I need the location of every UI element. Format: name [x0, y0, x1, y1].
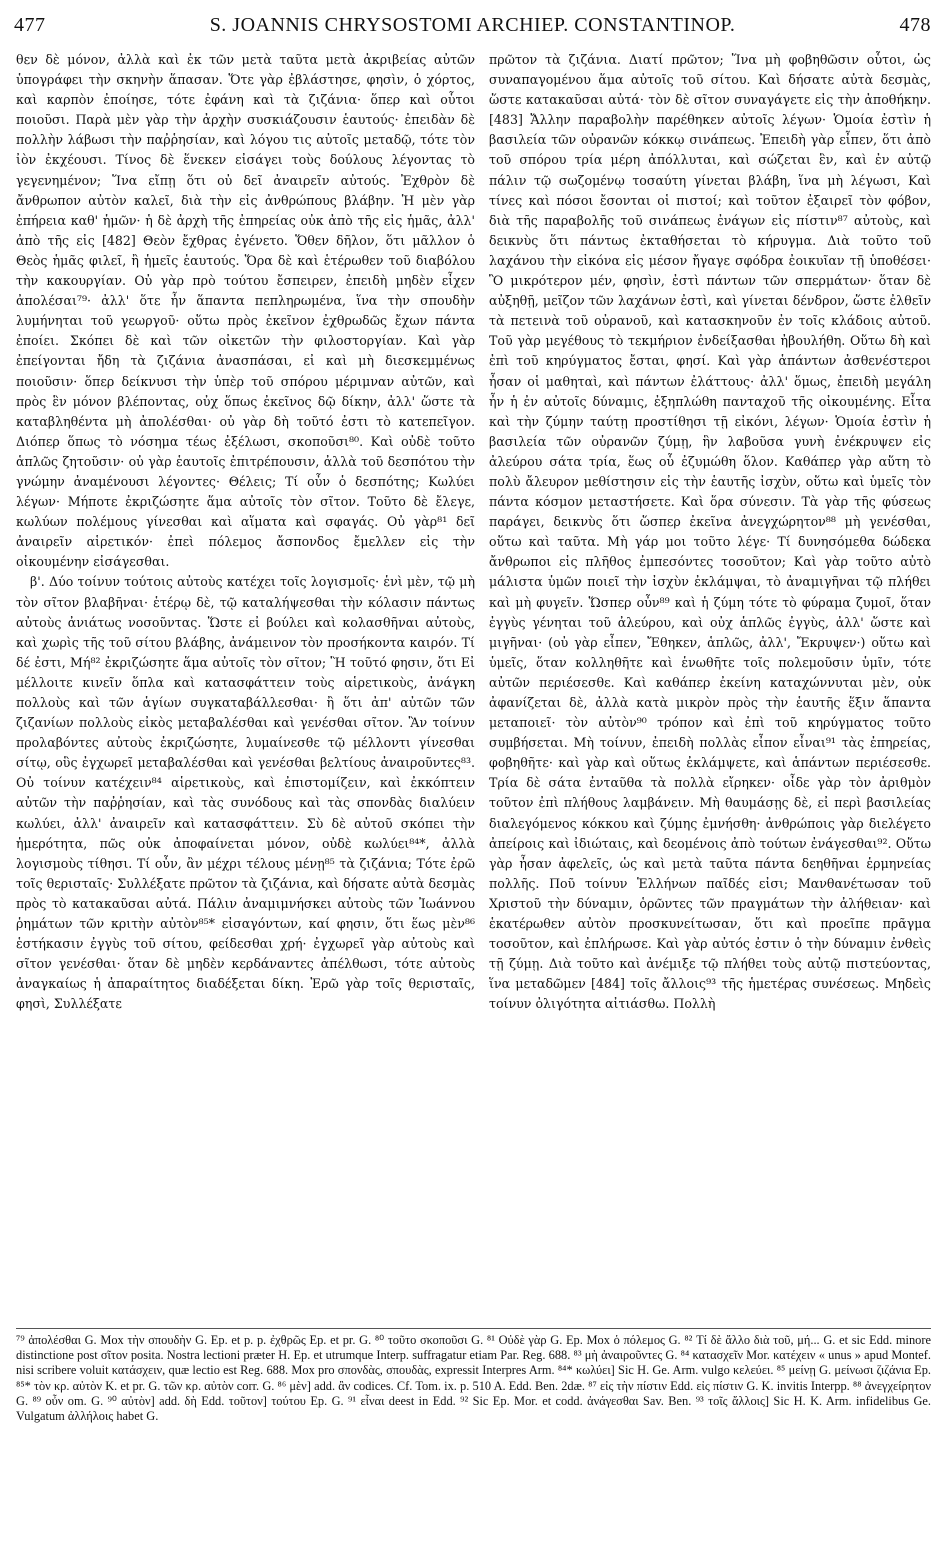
page-number-left: 477 — [14, 14, 46, 36]
right-column — [489, 50, 931, 1320]
running-title: S. JOANNIS CHRYSOSTOMI ARCHIEP. CONSTANTINOP. — [209, 14, 736, 36]
footnotes — [16, 1328, 931, 1541]
footnotes-text: ⁷⁹ ἀπολέσθαι G. Mox τὴν σπουδὴν G. Ep. et p. p. ἐχθρῶς Ep. et pr. G. ⁸⁰ τοῦτο σκοποῦσι G. ⁸¹ Οὐδὲ γὰρ G. Ep. Mox ὁ πόλεμος G. ⁸² Τί δὲ ἄλλο διὰ τοῦ, μή... G. et sic Edd. minore distinctione post σῖτον posita. Nostra lectioni præter H. Ep. et utrumque Interp. suffragatur etiam Par. Reg. 688. ⁸³ μὴ ἀναιροῦντες G. ⁸⁴ κατασχεῖν Mor. κατέχειν « unus » apud Montef. nisi scribere voluit κατάσχειν, quæ lectio est Reg. 688. Mox pro σπονδὰς, σπουδὰς, expressit Interpres Arm. ⁸⁴* κωλύει] Sic H. Ge. Arm. vulgo κελεύει. ⁸⁵ μείνῃ G. μείνωσι ζιζάνια Ep. ⁸⁵* τὸν κρ. αὐτὸν K. et pr. G. τῶν κρ. αὐτὸν corr. G. ⁸⁶ μὲν] add. ἂν codices. Cf. Tom. ix. p. 510 A. Edd. Ben. 2dæ. ⁸⁷ εἰς τὴν πίστιν Edd. εἰς πίστιν G. K. invitis Interpp. ⁸⁸ ἀνεγχείρητον G. ⁸⁹ οὖν om. G. ⁹⁰ αὐτὸν] add. δὴ Edd. τοῦτον] τούτου Ep. G. ⁹¹ εἶναι deest in Edd. ⁹² Sic Ep. Mor. et codd. ἀνάγεσθαι Sav. Ben. ⁹³ τοῖς ἄλλοις] Sic H. K. Arm. infidelibus Ge. Vulgatum ἀλλήλοις habet G. — [16, 1333, 931, 1424]
right-paragraph-1: πρῶτον τὰ ζιζάνια. Διατί πρῶτον; Ἵνα μὴ φοβηθῶσιν οὗτοι, ὡς συναπαγομένου ἅμα αὐτοῖς τοῦ σίτου. Καὶ δήσατε αὐτὰ δεσμὰς, ὥστε κατακαῦσαι αὐτά· τὸν δὲ σῖτον συναγάγετε εἰς τὴν ἀποθήκην. [483] Ἄλλην παραβολὴν παρέθηκεν αὐτοῖς λέγων· Ὁμοία ἐστὶν ἡ βασιλεία τῶν οὐρανῶν κόκκῳ σινάπεως. Ἐπειδὴ γὰρ εἶπεν, ὅτι ἀπὸ τοῦ σπόρου τρία μέρη ἀπόλλυται, καὶ σώζεται ἓν, καὶ ἐν αὐτῷ πάλιν τῷ σωζομένῳ τοσαύτη γίνεται βλάβη, ἵνα μὴ λέγωσι, Καὶ τίνες καὶ πόσοι ἔσονται οἱ πιστοί; καὶ τοῦτον ἐξαιρεῖ τὸν φόβον, διὰ τῆς παραβολῆς τοῦ σινάπεως ἐνάγων εἰς πίστιν⁸⁷ αὐτοὺς, καὶ δεικνὺς ὅτι πάντως ἐκταθήσεται τὸ κήρυγμα. Διὰ τοῦτο τοῦ λαχάνου τὴν εἰκόνα εἰς μέσον ἤγαγε σφόδρα ἐοικυῖαν τῇ ὑποθέσει· Ὃ μικρότερον μέν, φησὶν, ἐστὶ πάντων τῶν σπερμάτων· ὅταν δὲ αὐξηθῇ, μεῖζον τῶν λαχάνων ἐστὶ, καὶ γίνεται δένδρον, ὥστε ἐλθεῖν τὰ πετεινὰ τοῦ οὐρανοῦ, καὶ κατασκηνοῦν ἐν τοῖς κλάδοις αὐτοῦ. Τοῦ γὰρ μεγέθους τὸ τεκμήριον ἐνδείξασθαι ἠβουλήθη. Οὕτω δὴ καὶ ἐπὶ τοῦ κηρύγματος ἔσται, φησί. Καὶ γὰρ ἁπάντων ἀσθενέστεροι ἦσαν οἱ μαθηταὶ, καὶ πάντων ἐλάττους· ἀλλ' ὅμως, ἐπειδὴ μεγάλη ἦν ἡ ἐν αὐτοῖς δύναμις, ἐξηπλώθη πανταχοῦ τῆς οἰκουμένης. Εἶτα καὶ τὴν ζύμην ταύτῃ προστίθησι τῇ εἰκόνι, λέγων· Ὁμοία ἐστὶν ἡ βασιλεία τῶν οὐρανῶν ζύμῃ, ἣν λαβοῦσα γυνὴ ἐνέκρυψεν εἰς ἀλεύρου σάτα τρία, ἕως οὗ ἐζυμώθη ὅλον. Καθάπερ γὰρ αὕτη τὸ πολὺ ἄλευρον μεθίστησιν εἰς τὴν ἑαυτῆς ἰσχὺν, οὕτω καὶ ὑμεῖς τὸν πάντα κόσμον μεταστήσετε. Καὶ ὅρα σύνεσιν. Τὰ γὰρ τῆς φύσεως παράγει, δεικνὺς ὅτι ὥσπερ ἐκεῖνα ἀνεγχώρητον⁸⁸ μὴ γενέσθαι, οὕτω καὶ ταῦτα. Μὴ γάρ μοι τοῦτο λέγε· Τί δυνησόμεθα δώδεκα ἄνθρωποι εἰς πλῆθος ἐμπεσόντες τοσοῦτον; Καὶ γὰρ τοῦτο αὐτὸ μάλιστα ὑμῶν ποιεῖ τὴν ἰσχὺν ἐκλάμψαι, τὸ ἀναμιγῆναι τῷ πλήθει καὶ μὴ φυγεῖν. Ὥσπερ οὖν⁸⁹ καὶ ἡ ζύμη τότε τὸ φύραμα ζυμοῖ, ὅταν ἐγγὺς γένηται τοῦ ἀλεύρου, καὶ οὐχ ἁπλῶς ἐγγὺς, ἀλλ' ὥστε καὶ μιγῆναι· (οὐ γὰρ εἶπεν, Ἔθηκεν, ἁπλῶς, ἀλλ', Ἔκρυψεν·) οὕτω καὶ ὑμεῖς, ὅταν κολληθῆτε καὶ ἑνωθῆτε τοῖς πολεμοῦσιν ὑμῖν, τότε αὐτῶν περιέσεσθε. Καὶ καθάπερ ἐκείνη καταχώννυται μὲν, οὐκ ἀφανίζεται δὲ, ἀλλὰ κατὰ μικρὸν πρὸς τὴν ἑαυτῆς ἕξιν ἅπαντα μεταποιεῖ· τὸν αὐτὸν⁹⁰ τρόπον καὶ ἐπὶ τοῦ κηρύγματος τοῦτο συμβήσεται. Μὴ τοίνυν, ἐπειδὴ πολλὰς εἶπον εἶναι⁹¹ τὰς ἐπηρείας, φοβηθῆτε· καὶ γὰρ καὶ οὕτως ἐκλάμψετε, καὶ ἁπάντων περιέσεσθε. Τρία δὲ σάτα ἐνταῦθα τὰ πολλὰ εἴρηκεν· οἶδε γὰρ τὸν ἀριθμὸν τοῦτον ἐπὶ πλήθους λαμβάνειν. Μὴ θαυμάσῃς δὲ, εἰ περὶ βασιλείας διαλεγόμενος κόκκου καὶ ζύμης ἐμνήσθη· ἀνθρώποις γὰρ διελέγετο ἀπείροις καὶ ἰδιώταις, καὶ δεομένοις ἀπὸ τούτων ἐνάγεσθαι⁹². Οὕτω γὰρ ἦσαν ἀφελεῖς, ὡς καὶ μετὰ ταῦτα πάντα δεηθῆναι ἑρμηνείας πολλῆς. Ποῦ τοίνυν Ἑλλήνων παῖδές εἰσι; Μανθανέτωσαν τοῦ Χριστοῦ τὴν δύναμιν, ὁρῶντες τῶν πραγμάτων τὴν ἀλήθειαν· καὶ ἑκατέρωθεν αὐτὸν προσκυνείτωσαν, ὅτι καὶ προεῖπε πρᾶγμα τοσοῦτον, καὶ ἐπλήρωσε. Καὶ γὰρ αὐτός ἐστιν ὁ τὴν δύναμιν ἐνθεὶς τῇ ζύμῃ. Διὰ τοῦτο καὶ ἀνέμιξε τῷ πλήθει τοὺς αὐτῷ πιστεύοντας, ἵνα μεταδῶμεν [484] τοῖς ἄλλοις⁹³ τῆς ἡμετέρας συνέσεως. Μηδεὶς τοίνυν ὀλιγότητα αἰτιάσθω. Πολλὴ — [489, 52, 931, 1012]
left-column — [16, 50, 475, 1320]
running-header — [14, 14, 931, 44]
page-number-right: 478 — [899, 14, 931, 36]
left-paragraph-1: θεν δὲ μόνον, ἀλλὰ καὶ ἐκ τῶν μετὰ ταῦτα μετὰ ἀκριβείας αὐτῶν ὑπογράφει τὴν σκηνὴν ἅπασαν. Ὅτε γὰρ ἐβλάστησε, φησὶν, ὁ χόρτος, καὶ καρπὸν ἐποίησε, τότε ἐφάνη καὶ τὰ ζιζάνια· ὅπερ καὶ οὗτοι ποιοῦσι. Παρὰ μὲν γὰρ τὴν ἀρχὴν συσκιάζουσιν ἑαυτούς· ἐπειδὰν δὲ πολλὴν λάβωσι τὴν παῤῥησίαν, καὶ λόγου τις αὐτοῖς μεταδῷ, τότε τὸν ἰὸν ἐκχέουσι. Τίνος δὲ ἕνεκεν εἰσάγει τοὺς δούλους λέγοντας τὸ γεγενημένον; Ἵνα εἴπῃ ὅτι οὐ δεῖ ἀναιρεῖν αὐτούς. Ἐχθρὸν δὲ ἄνθρωπον αὐτὸν καλεῖ, διὰ τὴν εἰς ἀνθρώπους βλάβην. Ἡ μὲν γὰρ ἐπήρεια καθ' ἡμῶν· ἡ δὲ ἀρχὴ τῆς ἐπηρείας οὐκ ἀπὸ τῆς εἰς ἡμᾶς, ἀλλ' ἀπὸ τῆς εἰς [482] Θεὸν ἔχθρας ἐγένετο. Ὅθεν δῆλον, ὅτι μᾶλλον ὁ Θεὸς ἡμᾶς φιλεῖ, ἢ ἡμεῖς ἑαυτούς. Ὅρα δὲ καὶ ἑτέρωθεν τοῦ διαβόλου τὴν κακουργίαν. Οὐ γὰρ πρὸ τούτου ἔσπειρεν, ἐπειδὴ μηδὲν εἶχεν ἀπολέσαι⁷⁹· ἀλλ' ὅτε ἦν ἅπαντα πεπληρωμένα, ἵνα τὴν σπουδὴν λυμήνηται τοῦ γεωργοῦ· οὕτω πρὸς ἐκεῖνον ἐχθρωδῶς ἔχων πάντα ἐποίει. Σκόπει δὲ καὶ τῶν οἰκετῶν τὴν φιλοστοργίαν. Καὶ γὰρ ἐπείγονται ἤδη τὰ ζιζάνια ἀνασπάσαι, εἰ καὶ μὴ διεσκεμμένως ποιοῦσιν· ὅπερ δείκνυσι τὴν ὑπὲρ τοῦ σπόρου μέριμναν αὐτῶν, καὶ πρὸς ἓν μόνον βλέποντας, οὐχ ὅπως ἐκεῖνος δῷ δίκην, ἀλλ' ὥστε τὰ καταβληθέντα μὴ ἀπολέσθαι· οὐ γὰρ δὴ τοῦτό ἐστι τὸ κατεπεῖγον. Διόπερ ὅπως τὸ νόσημα τέως ἐξέλωσι, σκοποῦσι⁸⁰. Καὶ οὐδὲ τοῦτο ἁπλῶς ζητοῦσιν· οὐ γὰρ ἑαυτοῖς ἐπιτρέπουσιν, ἀλλὰ τοῦ δεσπότου τὴν γνώμην ἀναμένουσι λέγοντες· Θέλεις; Τί οὖν ὁ δεσπότης; Κωλύει λέγων· Μήποτε ἐκριζώσητε ἅμα αὐτοῖς τὸν σῖτον. Τοῦτο δὲ ἔλεγε, κωλύων πολέμους γίνεσθαι καὶ αἵματα καὶ σφαγάς. Οὐ γὰρ⁸¹ δεῖ ἀναιρεῖν αἱρετικόν· ἐπεὶ πόλεμος ἄσπονδος ἔμελλεν εἰς τὴν οἰκουμένην εἰσάγεσθαι. — [16, 52, 475, 570]
left-paragraph-2: β'. Δύο τοίνυν τούτοις αὐτοὺς κατέχει τοῖς λογισμοῖς· ἑνὶ μὲν, τῷ μὴ τὸν σῖτον βλαβῆναι· ἑτέρῳ δὲ, τῷ καταλήψεσθαι τὴν κόλασιν πάντως αὐτοὺς ἀνιάτως νοσοῦντας. Ὥστε εἰ βούλει καὶ κολασθῆναι αὐτοὺς, καὶ χωρὶς τῆς τοῦ σίτου βλάβης, ἀνάμεινον τὸν προσήκοντα καιρόν. Τί δέ ἐστι, Μή⁸² ἐκριζώσητε ἅμα αὐτοῖς τὸν σῖτον; Ἢ τοῦτό φησιν, ὅτι Εἰ μέλλοιτε κινεῖν ὅπλα καὶ κατασφάττειν τοὺς αἱρετικοὺς, ἀνάγκη πολλοὺς καὶ τῶν ἁγίων συγκαταβάλλεσθαι· ἢ ὅτι ἀπ' αὐτῶν τῶν ζιζανίων πολλοὺς εἰκὸς μεταβαλέσθαι καὶ γενέσθαι σῖτον. Ἂν τοίνυν προλαβόντες αὐτοὺς ἐκριζώσητε, λυμαίνεσθε τῷ μέλλοντι γίνεσθαι σίτῳ, οὓς ἐγχωρεῖ μεταβαλέσθαι καὶ γενέσθαι βελτίους ἀναιροῦντες⁸³. Οὐ τοίνυν κατέχειν⁸⁴ αἱρετικοὺς, καὶ ἐπιστομίζειν, καὶ ἐκκόπτειν αὐτῶν τὴν παῤῥησίαν, καὶ τὰς συνόδους καὶ τὰς σπονδὰς διαλύειν κωλύει, ἀλλ' ἀναιρεῖν καὶ κατασφάττειν. Σὺ δὲ αὐτοῦ σκόπει τὴν ἡμερότητα, πῶς οὐκ ἀποφαίνεται μόνον, οὐδὲ κωλύει⁸⁴*, ἀλλὰ λογισμοὺς τίθησι. Τί οὖν, ἂν μέχρι τέλους μένῃ⁸⁵ τὰ ζιζάνια; Τότε ἐρῶ τοῖς θερισταῖς· Συλλέξατε πρῶτον τὰ ζιζάνια, καὶ δήσατε αὐτὰ δεσμὰς πρὸς τὸ κατακαῦσαι αὐτά. Πάλιν ἀναμιμνήσκει αὐτοὺς τῶν Ἰωάννου ῥημάτων τῶν κριτὴν αὐτὸν⁸⁵* εἰσαγόντων, καί φησιν, ὅτι ἕως μὲν⁸⁶ ἑστήκασιν ἐγγὺς τοῦ σίτου, φείδεσθαι χρή· ἐγχωρεῖ γὰρ αὐτοὺς καὶ σῖτον γενέσθαι· ὅταν δὲ μηδὲν κερδάναντες ἀπέλθωσι, τότε αὐτοὺς ἀναγκαίως ἡ ἀπαραίτητος διαδέξεται δίκη. Ἐρῶ γὰρ τοῖς θερισταῖς, φησὶ, Συλλέξατε — [16, 574, 475, 1012]
